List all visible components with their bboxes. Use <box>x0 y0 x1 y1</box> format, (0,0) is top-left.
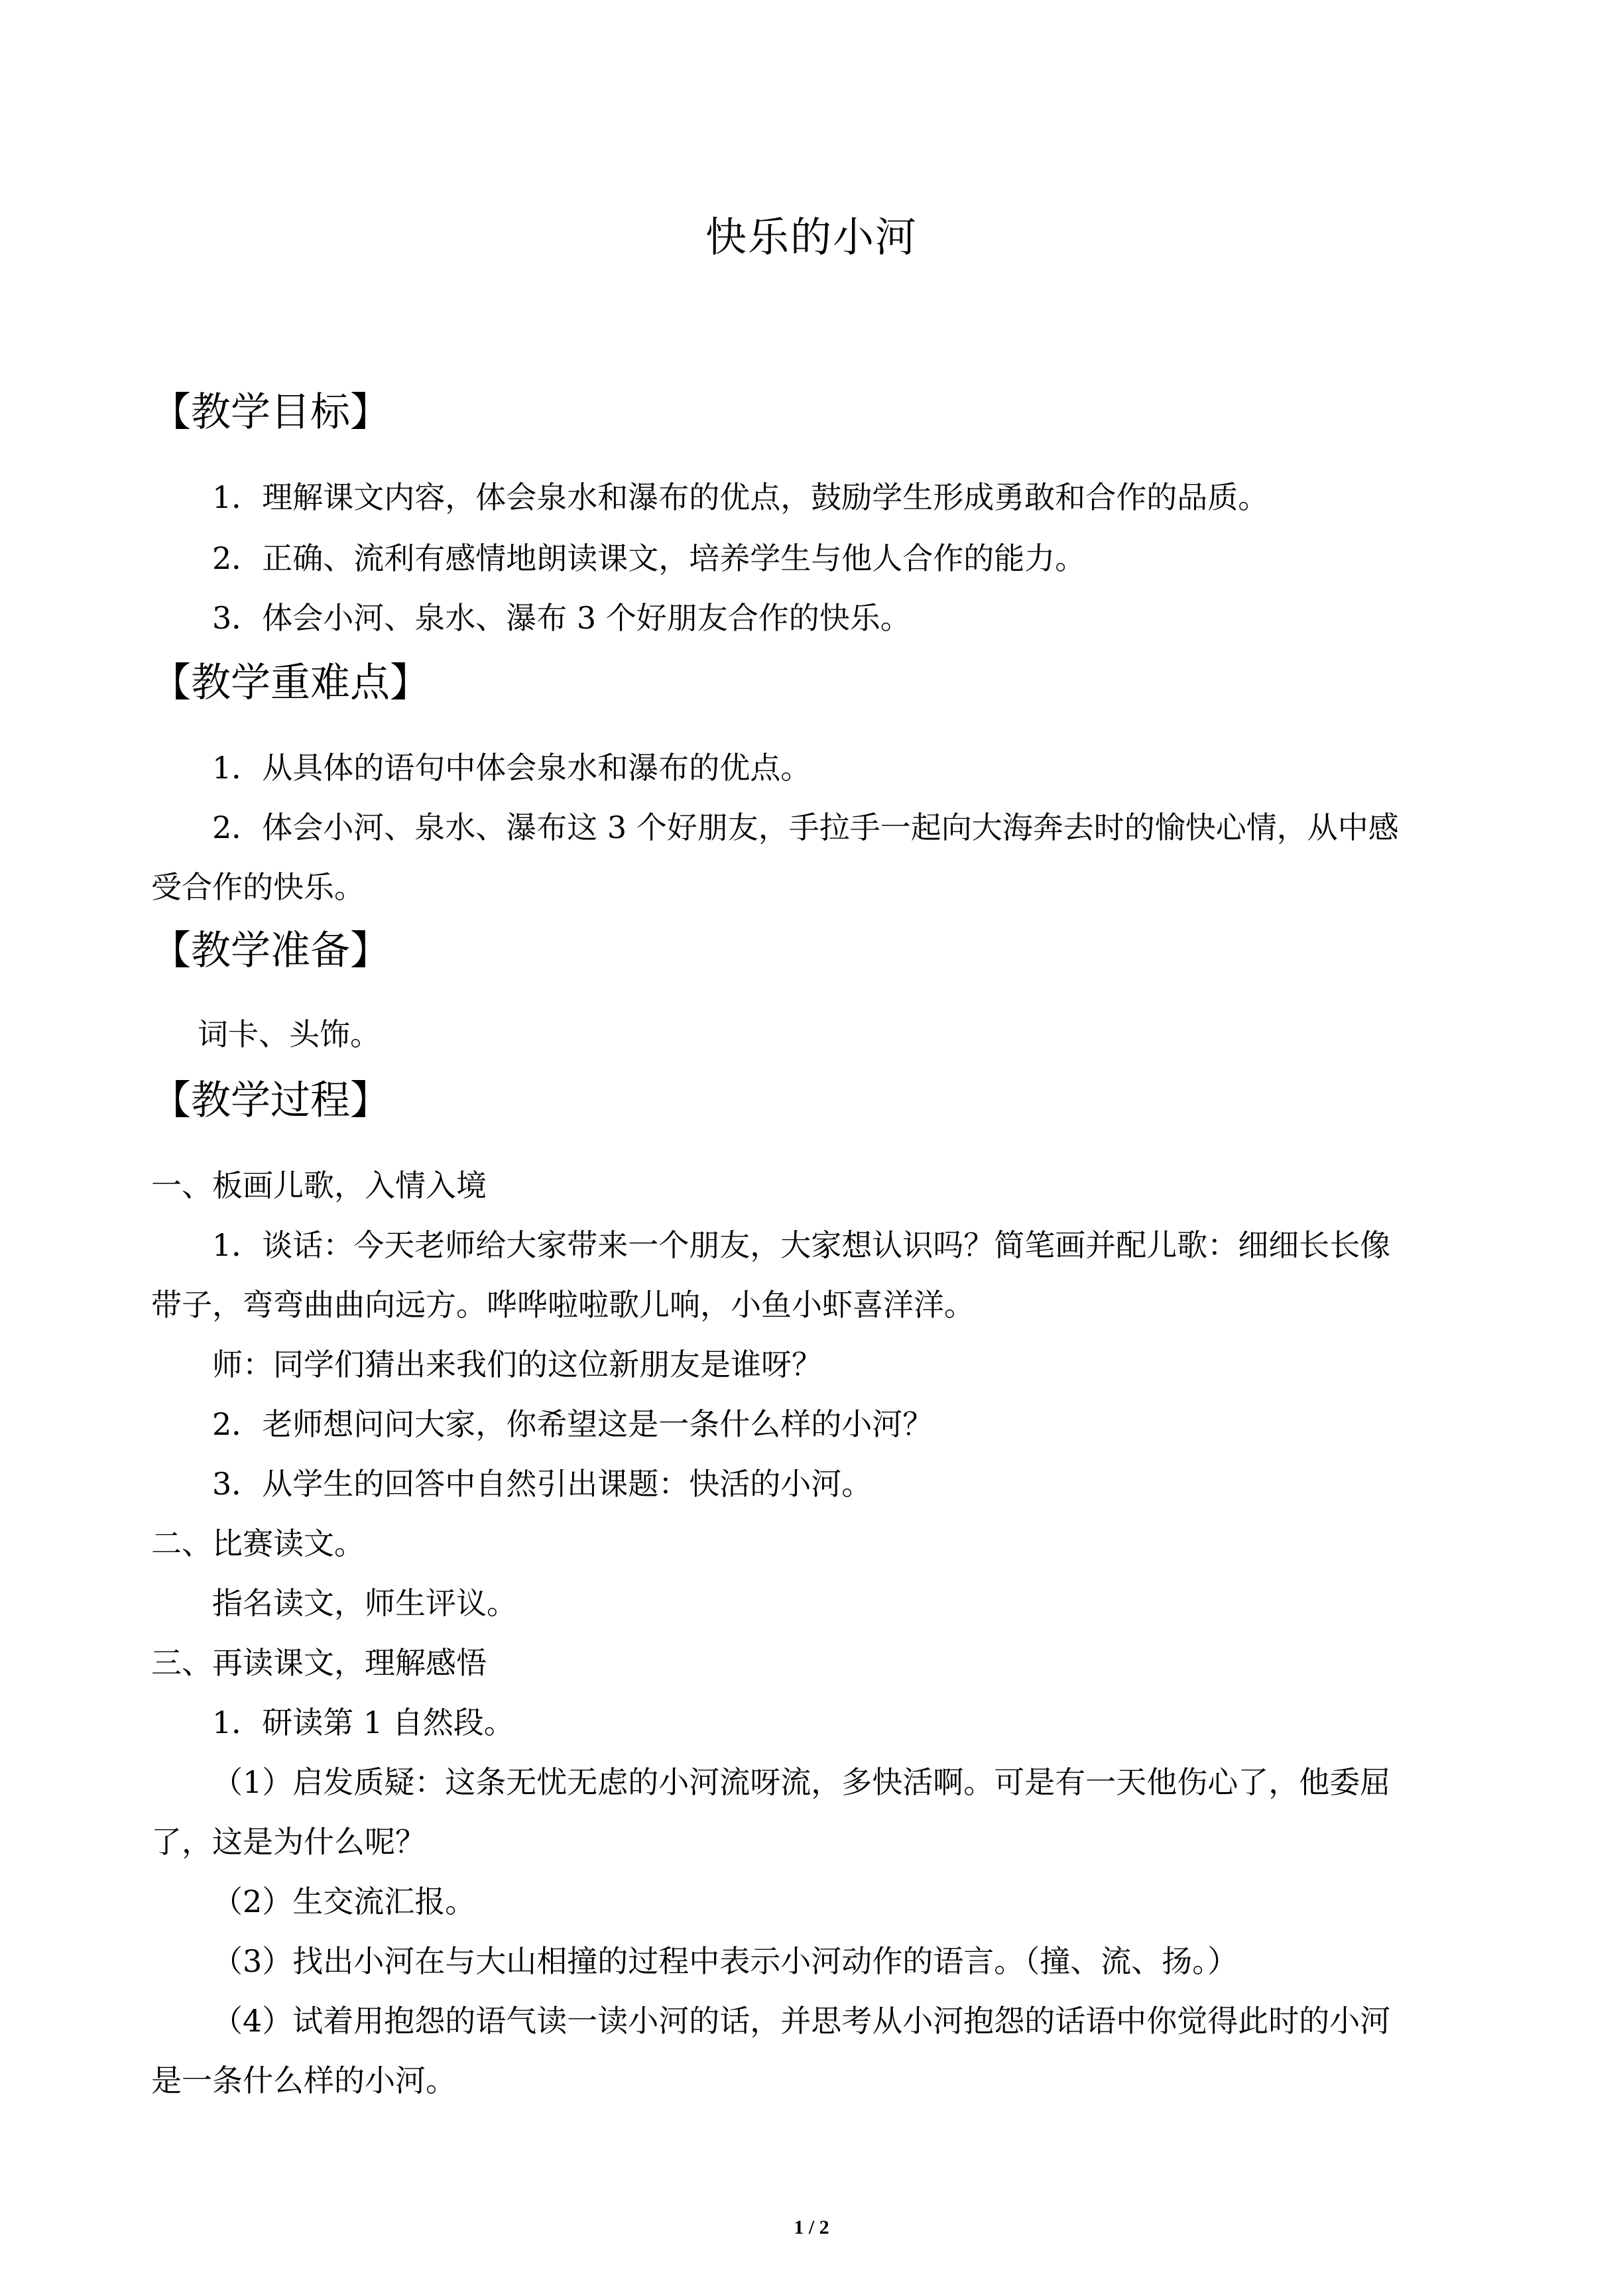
objective-item: 3．体会小河、泉水、瀑布 3 个好朋友合作的快乐。 <box>212 600 911 636</box>
heading-preparation: 【教学准备】 <box>151 928 390 974</box>
preparation-item: 词卡、头饰。 <box>198 1016 381 1052</box>
process-line: 一、板画儿歌，入情入境 <box>151 1168 487 1203</box>
process-line: 二、比赛读文。 <box>151 1526 365 1561</box>
process-line: （3）找出小河在与大山相撞的过程中表示小河动作的语言。（撞、流、扬。） <box>212 1943 1238 1979</box>
process-line: 3．从学生的回答中自然引出课题：快活的小河。 <box>212 1466 872 1502</box>
process-line: （4）试着用抱怨的语气读一读小河的话，并思考从小河抱怨的话语中你觉得此时的小河 <box>212 2003 1391 2039</box>
objective-item: 1．理解课文内容，体会泉水和瀑布的优点，鼓励学生形成勇敢和合作的品质。 <box>212 479 1269 515</box>
key-point-item: 2．体会小河、泉水、瀑布这 3 个好朋友，手拉手一起向大海奔去时的愉快心情，从中感 <box>212 810 1399 845</box>
heading-objectives: 【教学目标】 <box>151 389 390 436</box>
process-line: 1．谈话：今天老师给大家带来一个朋友，大家想认识吗？简笔画并配儿歌：细细长长像 <box>212 1227 1391 1263</box>
heading-key-points: 【教学重难点】 <box>151 660 430 706</box>
process-line: 三、再读课文，理解感悟 <box>151 1645 487 1681</box>
process-line: 了，这是为什么呢？ <box>151 1824 426 1860</box>
heading-process: 【教学过程】 <box>151 1077 390 1124</box>
process-line: 2．老师想问问大家，你希望这是一条什么样的小河？ <box>212 1406 933 1442</box>
key-point-item: 受合作的快乐。 <box>151 869 365 905</box>
process-line: 是一条什么样的小河。 <box>151 2063 456 2098</box>
process-line: （2）生交流汇报。 <box>212 1884 476 1919</box>
process-line: 指名读文，师生评议。 <box>212 1585 517 1621</box>
process-line: 师：同学们猜出来我们的这位新朋友是谁呀？ <box>212 1347 822 1382</box>
key-point-item: 1．从具体的语句中体会泉水和瀑布的优点。 <box>212 750 812 786</box>
page-number: 1 / 2 <box>794 2216 829 2238</box>
process-line: （1）启发质疑：这条无忧无虑的小河流呀流，多快活啊。可是有一天他伤心了，他委屈 <box>212 1764 1391 1800</box>
objective-item: 2．正确、流利有感情地朗读课文，培养学生与他人合作的能力。 <box>212 540 1086 576</box>
process-line: 带子，弯弯曲曲向远方。哗哗啦啦歌儿响，小鱼小虾喜洋洋。 <box>151 1287 975 1323</box>
document-title: 快乐的小河 <box>705 213 918 261</box>
process-line: 1．研读第 1 自然段。 <box>212 1705 514 1740</box>
